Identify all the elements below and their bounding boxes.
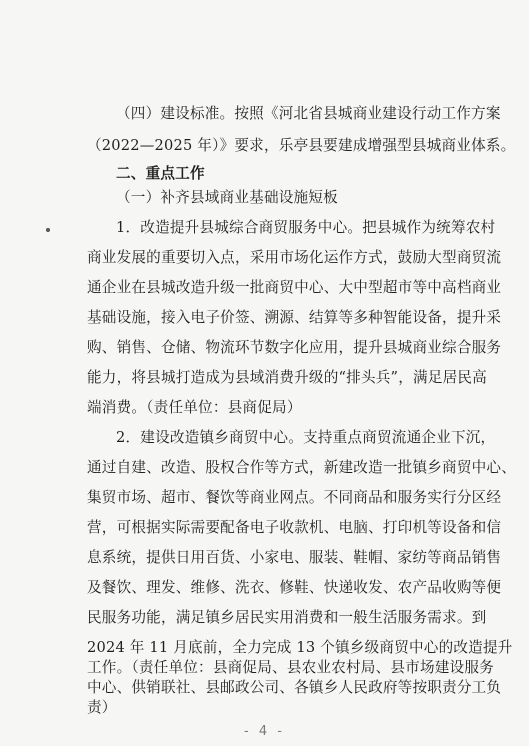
paragraph-line: 营，可根据实际需要配备电子收款机、电脑、打印机等设备和信 — [87, 519, 502, 536]
paragraph-line: 2024 年 11 月底前，全力完成 13 个镇乡级商贸中心的改造提升 — [87, 639, 513, 656]
paragraph-line: 通企业在县城改造升级一批商贸中心、大中型超市等中高档商业 — [87, 279, 502, 296]
paragraph-line: 责） — [87, 699, 117, 716]
paragraph-line: （四）建设标准。按照《河北省县城商业建设行动工作方案 — [116, 105, 501, 122]
paragraph-line: 2．建设改造镇乡商贸中心。支持重点商贸流通企业下沉， — [116, 429, 496, 446]
paragraph-line: 及餐饮、理发、维修、洗衣、修鞋、快递收发、农产品收购等便 — [87, 579, 502, 596]
paragraph-line: 通过自建、改造、股权合作等方式，新建改造一批镇乡商贸中心、 — [87, 459, 517, 476]
paragraph-line: 1．改造提升县城综合商贸服务中心。把县城作为统筹农村 — [116, 219, 496, 236]
page-number: - 4 - — [244, 724, 285, 739]
paragraph-line: 息系统，提供日用百货、小家电、服装、鞋帽、家纺等商品销售 — [87, 549, 502, 566]
paragraph-line: 中心、供销联社、县邮政公司、各镇乡人民政府等按职责分工负 — [87, 679, 502, 696]
paragraph-line: 端消费。（责任单位：县商促局） — [87, 399, 302, 416]
paragraph-line: 集贸市场、超市、餐饮等商业网点。不同商品和服务实行分区经 — [87, 489, 502, 506]
section-heading: 二、重点工作 — [116, 165, 205, 182]
paragraph-line: 民服务功能，满足镇乡居民实用消费和一般生活服务需求。到 — [87, 609, 487, 626]
paragraph-line: 工作。（责任单位：县商促局、县农业农村局、县市场建设服务 — [87, 659, 494, 676]
paragraph-line: 购、销售、仓储、物流环节数字化应用，提升县城商业综合服务 — [87, 339, 502, 356]
paragraph-line: 商业发展的重要切入点，采用市场化运作方式，鼓励大型商贸流 — [87, 249, 502, 266]
paragraph-line: （2022—2025 年）》要求，乐亭县要建成增强型县城商业体系。 — [87, 137, 516, 154]
paragraph-line: 能力，将县城打造成为县域消费升级的“排头兵”，满足居民高 — [87, 369, 487, 386]
subsection-heading: （一）补齐县域商业基础设施短板 — [116, 189, 338, 206]
scan-speck — [46, 228, 50, 232]
paragraph-line: 基础设施，接入电子价签、溯源、结算等多种智能设备，提升采 — [87, 309, 502, 326]
